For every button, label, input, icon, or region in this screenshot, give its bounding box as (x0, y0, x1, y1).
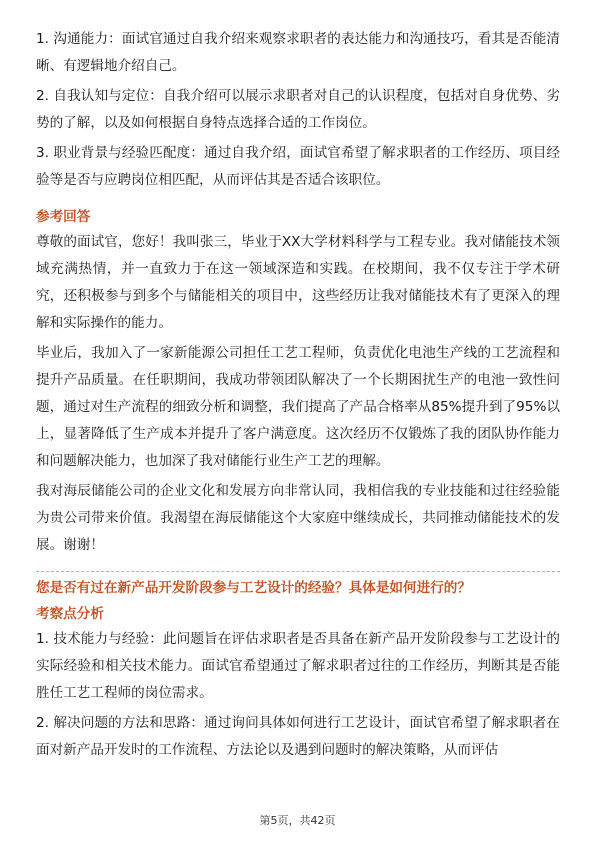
answer-paragraph-3: 我对海辰储能公司的企业文化和发展方向非常认同，我相信我的专业技能和过往经验能为贵公司带来价值。我渴望在海辰储能这个大家庭中继续成长，共同推动储能技术的发展。谢谢！ (36, 483, 560, 553)
analysis-point-2: 2. 自我认知与定位：自我介绍可以展示求职者对自己的认识程度，包括对自身优势、劣势的了解，以及如何根据自身特点选择合适的工作岗位。 (36, 88, 560, 131)
page-content (36, 26, 560, 767)
answer-paragraph-2: 毕业后，我加入了一家新能源公司担任工艺工程师，负责优化电池生产线的工艺流程和提升产品质量。在任职期间，我成功带领团队解决了一个长期困扰生产的电池一致性问题，通过对生产流程的细致分析和调整，我们提高了产品合格率从85%提升到了95%以上，显著降低了生产成本并提升了客户满意度。这次经历不仅锻炼了我的团队协作能力和问题解决能力，也加深了我对储能行业生产工艺的理解。 (36, 345, 560, 469)
question-heading: 您是否有过在新产品开发阶段参与工艺设计的经验？具体是如何进行的？ (36, 580, 471, 596)
section-2 (36, 576, 560, 764)
section-1 (36, 26, 560, 559)
analysis-point-3: 3. 职业背景与经验匹配度：通过自我介绍，面试官希望了解求职者的工作经历、项目经验等是否与应聘岗位相匹配，从而评估其是否适合该职位。 (36, 145, 560, 188)
analysis-point-1: 1. 沟通能力：面试官通过自我介绍来观察求职者的表达能力和沟通技巧，看其是否能清晰、有逻辑地介绍自己。 (36, 31, 560, 74)
analysis-point-1: 1. 技术能力与经验：此问题旨在评估求职者是否具备在新产品开发阶段参与工艺设计的实际经验和相关技术能力。面试官希望通过了解求职者过往的工作经历，判断其是否能胜任工艺工程师的岗位需求。 (36, 631, 560, 701)
answer-paragraph-1: 尊敬的面试官，您好！我叫张三，毕业于XX大学材料科学与工程专业。我对储能技术领域充满热情，并一直致力于在这一领域深造和实践。在校期间，我不仅专注于学术研究，还积极参与到多个与储能相关的项目中，这些经历让我对储能技术有了更深入的理解和实际操作的能力。 (36, 234, 560, 331)
analysis-heading: 考察点分析 (36, 606, 104, 622)
section-divider (36, 571, 560, 572)
answer-heading: 参考回答 (36, 209, 91, 225)
analysis-point-2: 2. 解决问题的方法和思路：通过询问具体如何进行工艺设计，面试官希望了解求职者在面对新产品开发时的工作流程、方法论以及遇到问题时的解决策略，从而评估 (36, 715, 560, 758)
page-number: 第5页，共42页 (259, 814, 336, 827)
